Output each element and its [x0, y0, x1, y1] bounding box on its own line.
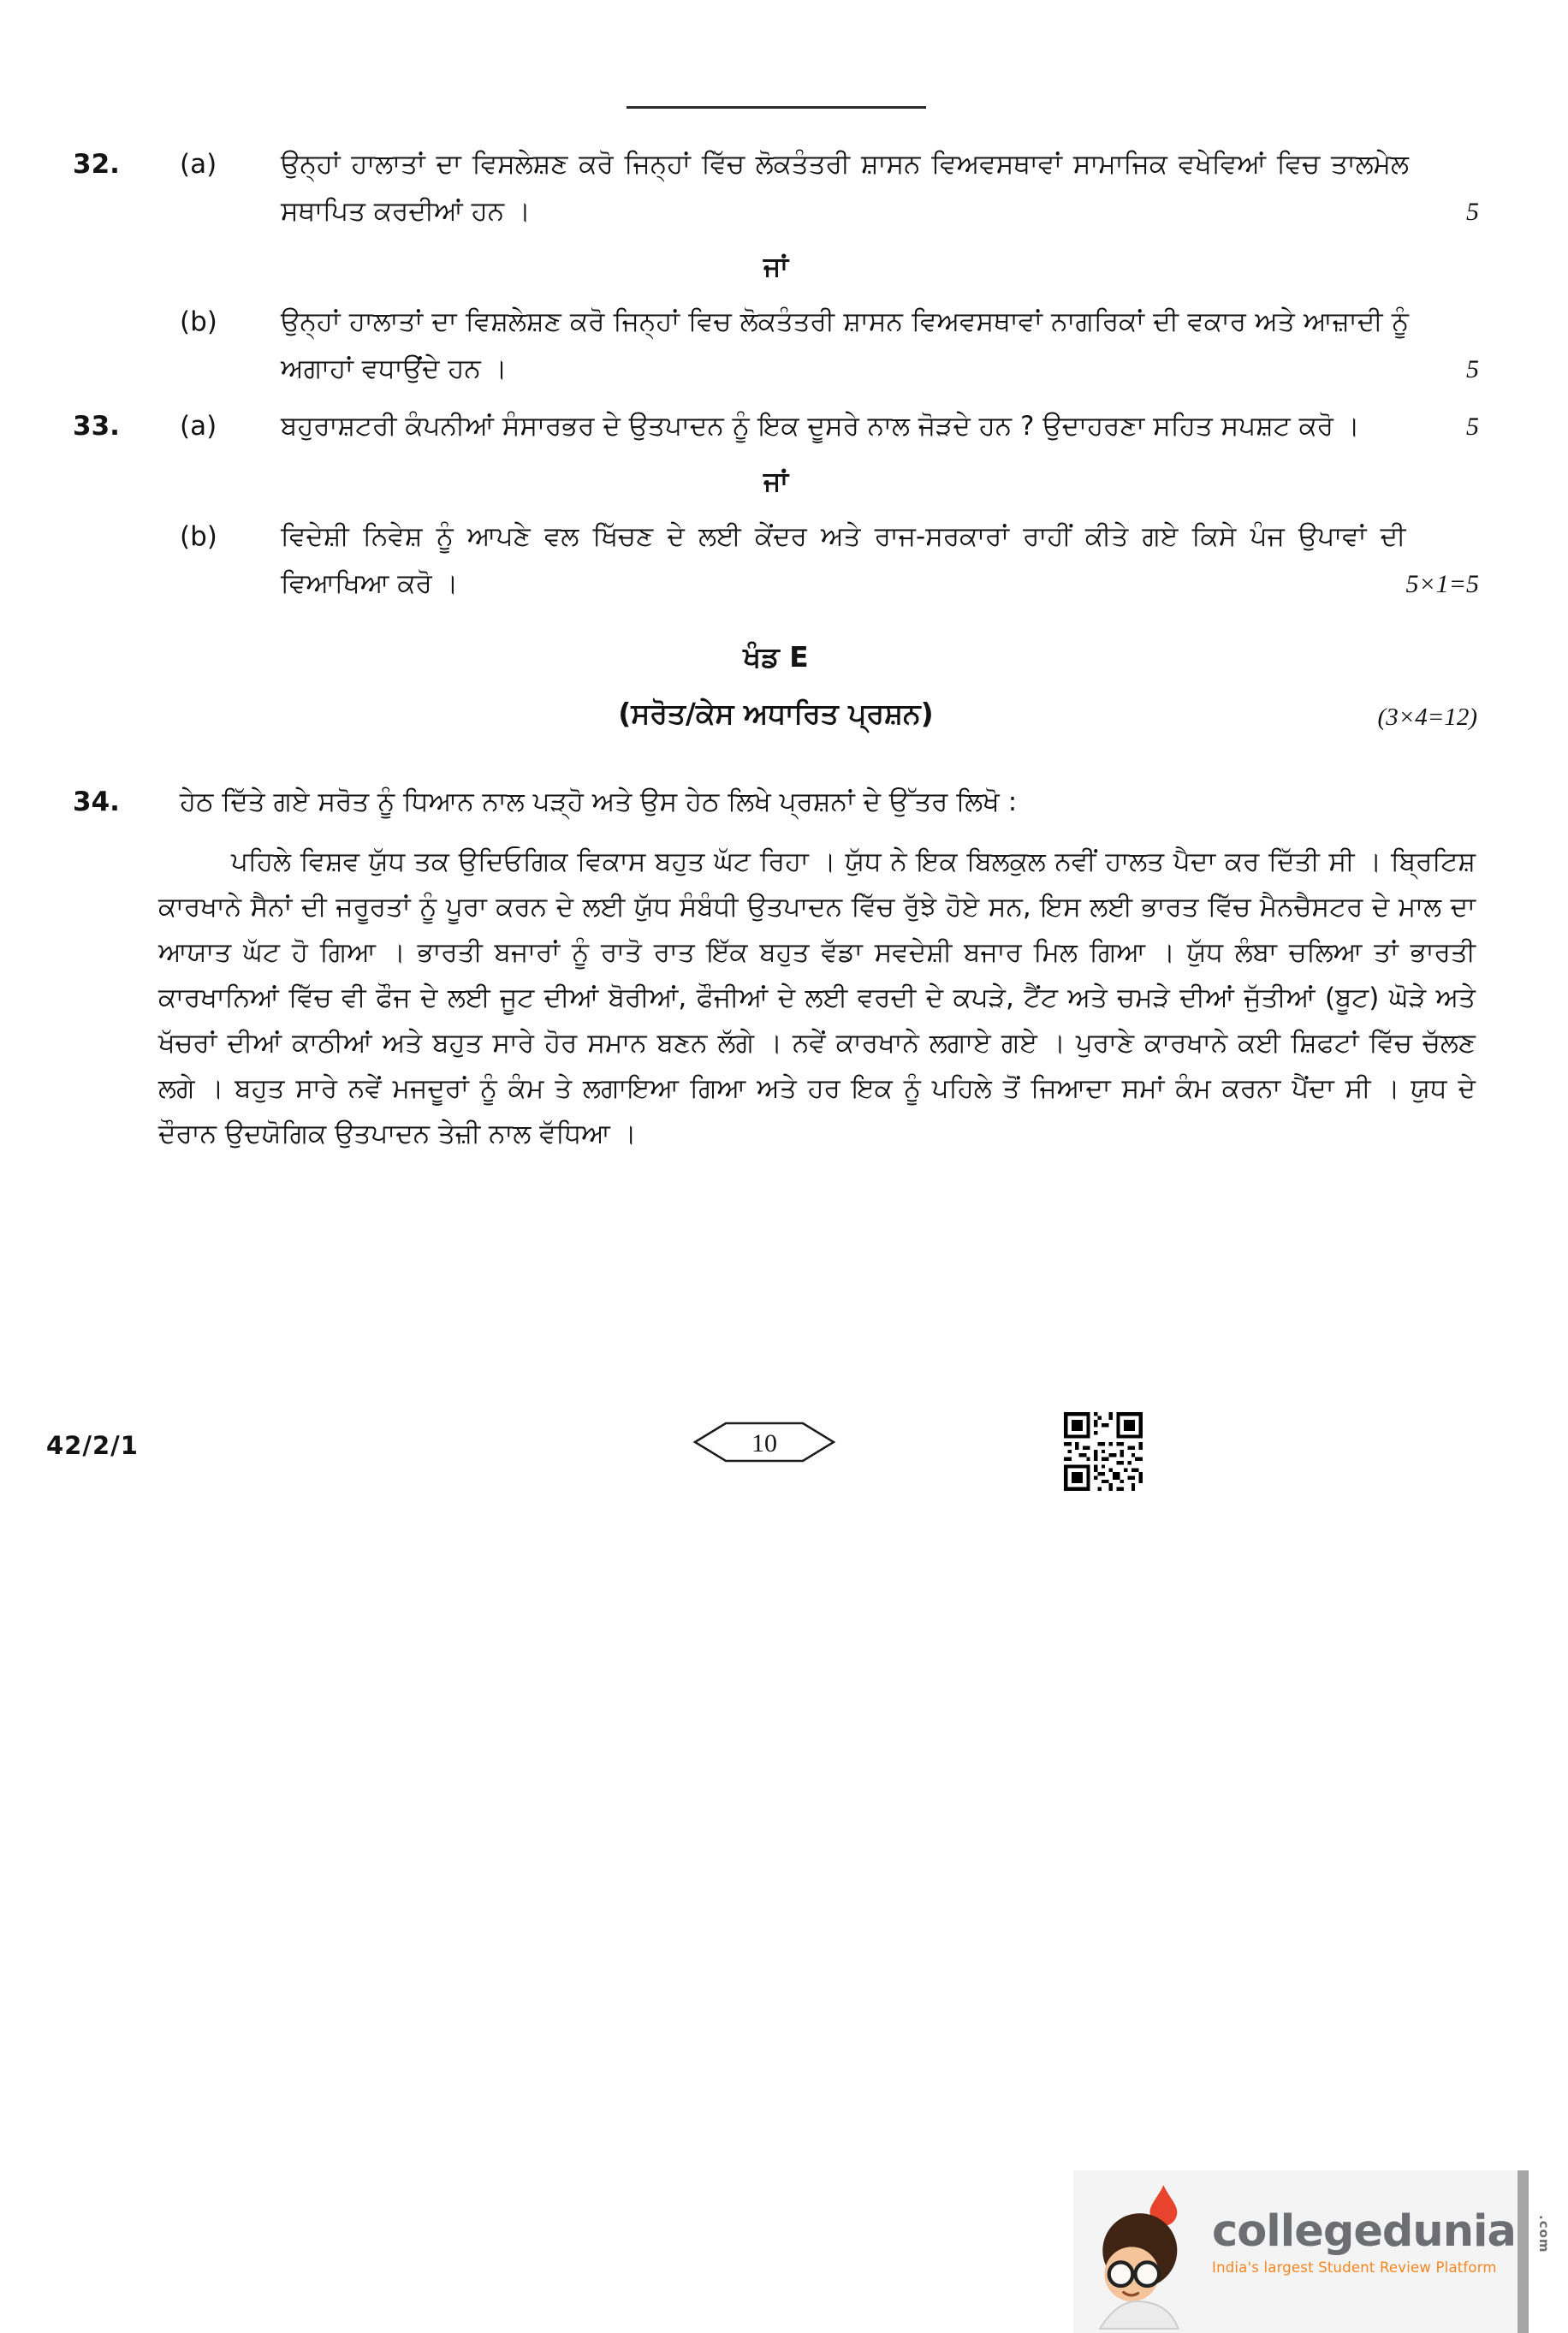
question-33b-row — [73, 513, 1479, 608]
question-34-intro-row — [73, 779, 1479, 826]
marks-value: 5 — [1466, 198, 1479, 226]
marks-value: 5×1=5 — [1405, 570, 1479, 598]
separator-line — [627, 106, 926, 109]
question-intro-text: ਹੇਠ ਦਿੱਤੇ ਗਏ ਸਰੋਤ ਨੂੰ ਧਿਆਨ ਨਾਲ ਪੜ੍ਹੋ ਅਤੇ ਉਸ ਹੇਠ ਲਿਖੇ ਪ੍ਰਸ਼ਨਾਂ ਦੇ ਉੱਤਰ ਲਿਖੋ : — [180, 787, 1018, 817]
brand-logo — [1212, 2208, 1568, 2256]
section-title: ਖੰਡ E — [743, 640, 809, 674]
question-text: ਵਿਦੇਸ਼ੀ ਨਿਵੇਸ਼ ਨੂੰ ਆਪਣੇ ਵਲ ਖਿੱਚਣ ਦੇ ਲਈ ਕੇਂਦਰ ਅਤੇ ਰਾਜ-ਸਰਕਾਰਾਂ ਰਾਹੀਂ ਕੀਤੇ ਗਏ ਕਿਸੇ ਪੰਜ ਉਪਾਵਾਂ ਦੀ ਵਿਆਖਿਆ ਕਰੋ । — [281, 521, 1406, 599]
marks-value: 5 — [1466, 413, 1479, 441]
question-number: 33. — [73, 411, 120, 442]
brand-text-block — [1212, 2208, 1568, 2276]
question-number: 32. — [73, 149, 120, 180]
marks-value: 5 — [1466, 355, 1479, 383]
page-number: 10 — [751, 1429, 777, 1457]
brand-logo-text: collegedunia — [1212, 2206, 1516, 2257]
question-32 — [73, 141, 1479, 393]
collegedunia-watermark — [1073, 2170, 1552, 2333]
paper-code: 42/2/1 — [46, 1431, 139, 1460]
question-32b-row — [73, 299, 1479, 393]
question-number: 34. — [73, 787, 120, 817]
part-label: (b) — [180, 306, 217, 337]
or-separator: ਜਾਂ — [763, 252, 789, 282]
part-label: (a) — [180, 411, 217, 442]
collegedunia-mascot-icon — [1084, 2182, 1202, 2330]
question-32a-row — [73, 141, 1479, 235]
question-text: ਬਹੁਰਾਸ਼ਟਰੀ ਕੰਪਨੀਆਂ ਸੰਸਾਰਭਰ ਦੇ ਉਤਪਾਦਨ ਨੂੰ ਇਕ ਦੂਸਰੇ ਨਾਲ ਜੋੜਦੇ ਹਨ ? ਉਦਾਹਰਣਾ ਸਹਿਤ ਸਪਸ਼ਟ ਕਰੋ । — [281, 411, 1360, 442]
question-34 — [73, 779, 1479, 1157]
section-subtitle-row — [73, 692, 1479, 741]
question-33 — [73, 403, 1479, 608]
brand-tagline: India's largest Student Review Platform — [1212, 2259, 1497, 2276]
part-label: (b) — [180, 521, 217, 552]
brand-edge-bar — [1518, 2170, 1529, 2333]
brand-logo-suffix: .com — [1535, 2215, 1552, 2253]
section-marks: (3×4=12) — [1377, 703, 1477, 731]
question-text: ਉਨ੍ਹਾਂ ਹਾਲਾਤਾਂ ਦਾ ਵਿਸ਼ਲੇਸ਼ਣ ਕਰੋ ਜਿਨ੍ਹਾਂ ਵਿਚ ਲੋਕਤੰਤਰੀ ਸ਼ਾਸਨ ਵਿਅਵਸਥਾਵਾਂ ਨਾਗਰਿਕਾਂ ਦੀ ਵਕਾਰ ਅਤੇ ਆਜ਼ਾਦੀ ਨੂੰ ਅਗਾਹਾਂ ਵਧਾਉਂਦੇ ਹਨ । — [281, 306, 1409, 384]
part-label: (a) — [180, 149, 217, 180]
question-text: ਉਨ੍ਹਾਂ ਹਾਲਾਤਾਂ ਦਾ ਵਿਸਲੇਸ਼ਣ ਕਰੋ ਜਿਨ੍ਹਾਂ ਵਿੱਚ ਲੋਕਤੰਤਰੀ ਸ਼ਾਸਨ ਵਿਅਵਸਥਾਵਾਂ ਸਾਮਾਜਿਕ ਵਖੇਵਿਆਂ ਵਿਚ ਤਾਲਮੇਲ ਸਥਾਪਿਤ ਕਰਦੀਆਂ ਹਨ । — [281, 149, 1409, 227]
section-subtitle: (ਸਰੋਤ/ਕੇਸ ਅਧਾਰਿਤ ਪ੍ਰਸ਼ਨ) — [618, 697, 934, 730]
qr-code-icon — [1064, 1412, 1143, 1491]
hexagon-page-badge-icon — [692, 1419, 837, 1465]
or-separator: ਜਾਂ — [763, 466, 789, 497]
source-passage: ਪਹਿਲੇ ਵਿਸ਼ਵ ਯੁੱਧ ਤਕ ਉਦਿਓਗਿਕ ਵਿਕਾਸ ਬਹੁਤ ਘੱਟ ਰਿਹਾ । ਯੁੱਧ ਨੇ ਇਕ ਬਿਲਕੁਲ ਨਵੀਂ ਹਾਲਤ ਪੈਦਾ ਕਰ ਦਿੱਤੀ ਸੀ । ਬ੍ਰਿਟਿਸ਼ ਕਾਰਖਾਨੇ ਸੈਨਾਂ ਦੀ ਜਰੂਰਤਾਂ ਨੂੰ ਪੂਰਾ ਕਰਨ ਦੇ ਲਈ ਯੁੱਧ ਸੰਬੰਧੀ ਉਤਪਾਦਨ ਵਿੱਚ ਰੁੱਝੇ ਹੋਏ ਸਨ, ਇਸ ਲਈ ਭਾਰਤ ਵਿੱਚ ਮੈਨਚੈਸਟਰ ਦੇ ਮਾਲ ਦਾ ਆਯਾਤ ਘੱਟ ਹੋ ਗਿਆ । ਭਾਰਤੀ ਬਜਾਰਾਂ ਨੂੰ ਰਾਤੋ ਰਾਤ ਇੱਕ ਬਹੁਤ ਵੱਡਾ ਸਵਦੇਸ਼ੀ ਬਜਾਰ ਮਿਲ ਗਿਆ । ਯੁੱਧ ਲੰਬਾ ਚਲਿਆ ਤਾਂ ਭਾਰਤੀ ਕਾਰਖਾਨਿਆਂ ਵਿੱਚ ਵੀ ਫੌਜ ਦੇ ਲਈ ਜੂਟ ਦੀਆਂ ਬੋਰੀਆਂ, ਫੌਜੀਆਂ ਦੇ ਲਈ ਵਰਦੀ ਦੇ ਕਪੜੇ, ਟੈਂਟ ਅਤੇ ਚਮੜੇ ਦੀਆਂ ਜੁੱਤੀਆਂ (ਬੂਟ) ਘੋੜੇ ਅਤੇ ਖੱਚਰਾਂ ਦੀਆਂ ਕਾਠੀਆਂ ਅਤੇ ਬਹੁਤ ਸਾਰੇ ਹੋਰ ਸਮਾਨ ਬਣਨ ਲੱਗੇ । ਨਵੇਂ ਕਾਰਖਾਨੇ ਲਗਾਏ ਗਏ । ਪੁਰਾਣੇ ਕਾਰਖਾਨੇ ਕਈ ਸ਼ਿਫਟਾਂ ਵਿੱਚ ਚੱਲਣ ਲਗੇ । ਬਹੁਤ ਸਾਰੇ ਨਵੇਂ ਮਜਦੂਰਾਂ ਨੂੰ ਕੰਮ ਤੇ ਲਗਾਇਆ ਗਿਆ ਅਤੇ ਹਰ ਇਕ ਨੂੰ ਪਹਿਲੇ ਤੋਂ ਜਿਆਦਾ ਸਮਾਂ ਕੰਮ ਕਰਨਾ ਪੈਂਦਾ ਸੀ । ਯੁਧ ਦੇ ਦੌਰਾਨ ਉਦਯੋਗਿਕ ਉਤਪਾਦਨ ਤੇਜ਼ੀ ਨਾਲ ਵੱਧਿਆ । — [158, 846, 1476, 1149]
question-33a-row — [73, 403, 1479, 450]
